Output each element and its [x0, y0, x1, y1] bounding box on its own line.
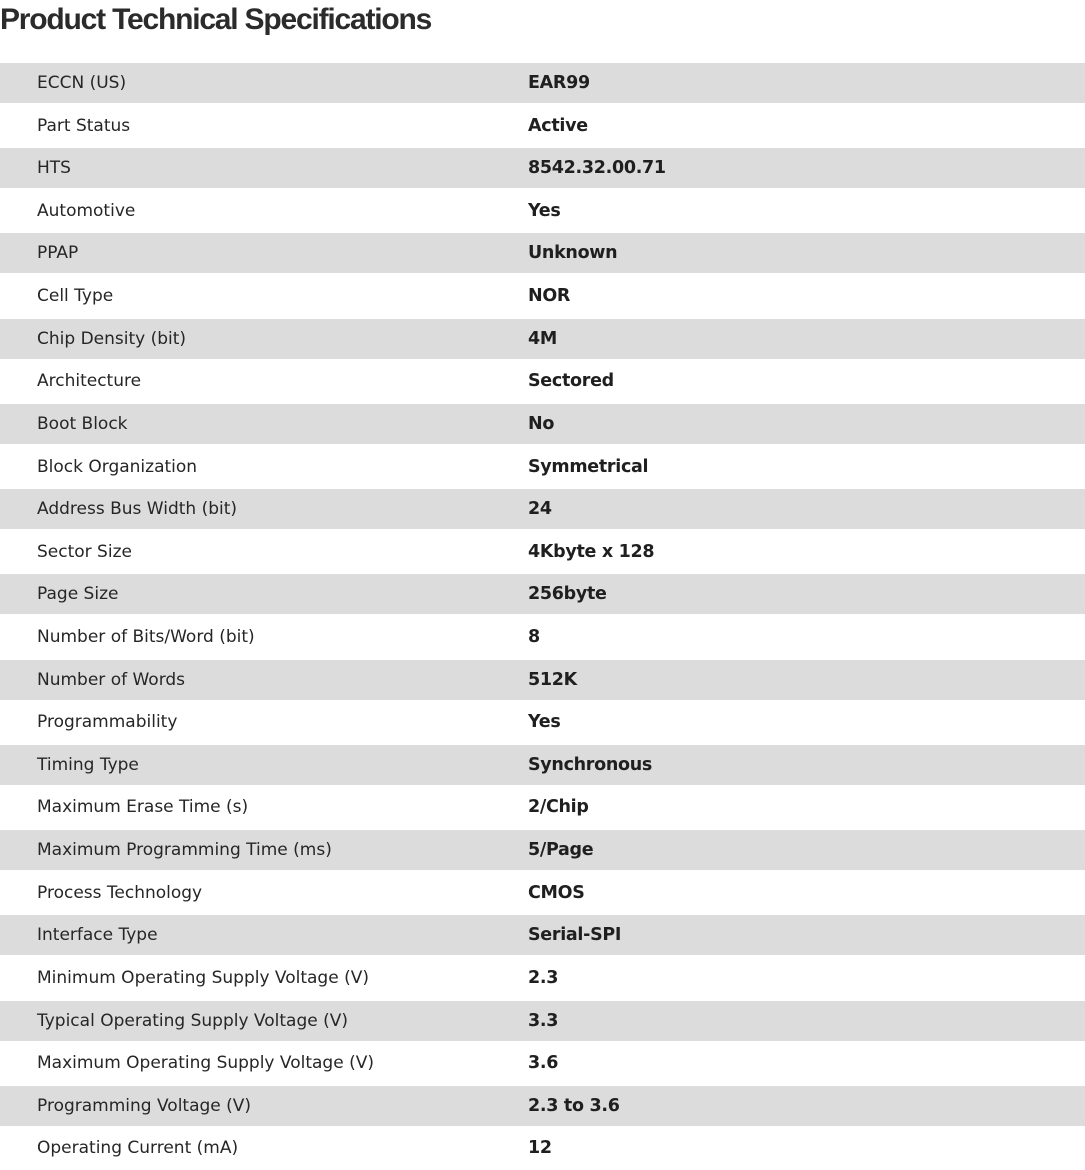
spec-label: Interface Type — [37, 925, 158, 946]
spec-label: HTS — [37, 158, 71, 179]
spec-label: Maximum Erase Time (s) — [37, 797, 249, 818]
spec-label: Cell Type — [37, 286, 114, 307]
spec-row — [0, 445, 1085, 488]
spec-row — [0, 489, 1085, 529]
spec-label: Sector Size — [37, 541, 132, 562]
spec-label: ECCN (US) — [37, 73, 127, 93]
spec-label: Maximum Programming Time (ms) — [37, 840, 332, 861]
spec-label: Page Size — [37, 584, 119, 605]
spec-table — [0, 63, 1085, 1170]
spec-label: Chip Density (bit) — [37, 328, 187, 349]
spec-label: Address Bus Width (bit) — [37, 499, 238, 520]
spec-value: EAR99 — [528, 73, 590, 93]
spec-row — [0, 190, 1085, 233]
spec-value: 3.6 — [528, 1053, 559, 1074]
spec-value: NOR — [528, 286, 571, 307]
spec-value: Unknown — [528, 243, 618, 264]
spec-row — [0, 574, 1085, 614]
spec-value: 2.3 to 3.6 — [528, 1095, 620, 1116]
spec-row — [0, 871, 1085, 914]
spec-row — [0, 1001, 1085, 1041]
spec-row — [0, 745, 1085, 785]
spec-value: 5/Page — [528, 840, 594, 861]
spec-value: Yes — [528, 712, 561, 733]
spec-row — [0, 104, 1085, 147]
spec-row — [0, 1042, 1085, 1085]
spec-value: 4M — [528, 328, 557, 349]
spec-value: Serial-SPI — [528, 925, 622, 946]
spec-row — [0, 786, 1085, 829]
spec-value: Active — [528, 115, 588, 136]
spec-row — [0, 830, 1085, 870]
spec-row — [0, 660, 1085, 700]
spec-value: Symmetrical — [528, 456, 649, 477]
spec-label: Block Organization — [37, 456, 198, 477]
spec-label: Timing Type — [37, 754, 139, 775]
spec-label: Architecture — [37, 371, 142, 392]
spec-label: Number of Bits/Word (bit) — [37, 627, 255, 648]
spec-value: 12 — [528, 1138, 552, 1159]
spec-label: Boot Block — [37, 413, 128, 434]
spec-label: Part Status — [37, 115, 131, 136]
spec-label: Process Technology — [37, 882, 203, 903]
spec-row — [0, 530, 1085, 573]
spec-value: 512K — [528, 669, 577, 690]
spec-value: 256byte — [528, 584, 607, 605]
spec-label: Operating Current (mA) — [37, 1138, 239, 1159]
spec-row — [0, 1127, 1085, 1170]
spec-row — [0, 233, 1085, 273]
spec-row — [0, 404, 1085, 444]
spec-value: 3.3 — [528, 1010, 559, 1031]
page-title: Product Technical Specifications — [0, 3, 432, 36]
spec-label: Typical Operating Supply Voltage (V) — [37, 1010, 348, 1031]
spec-row — [0, 957, 1085, 1000]
spec-row — [0, 319, 1085, 359]
spec-value: 2/Chip — [528, 797, 589, 818]
spec-value: 24 — [528, 499, 552, 520]
spec-value: Yes — [528, 200, 561, 221]
spec-value: 8 — [528, 627, 540, 648]
spec-row — [0, 275, 1085, 318]
spec-label: Programmability — [37, 712, 178, 733]
spec-label: Maximum Operating Supply Voltage (V) — [37, 1053, 374, 1074]
spec-value: 2.3 — [528, 967, 559, 988]
spec-label: Minimum Operating Supply Voltage (V) — [37, 967, 369, 988]
spec-value: 4Kbyte x 128 — [528, 541, 655, 562]
spec-value: No — [528, 413, 555, 434]
spec-row — [0, 148, 1085, 188]
spec-row — [0, 63, 1085, 103]
spec-value: CMOS — [528, 882, 585, 903]
spec-value: Sectored — [528, 371, 614, 392]
spec-row — [0, 1086, 1085, 1126]
spec-value: Synchronous — [528, 754, 653, 775]
spec-label: PPAP — [37, 243, 79, 264]
spec-label: Number of Words — [37, 669, 186, 690]
spec-value: 8542.32.00.71 — [528, 158, 666, 179]
spec-label: Programming Voltage (V) — [37, 1095, 252, 1116]
spec-row — [0, 915, 1085, 955]
spec-label: Automotive — [37, 200, 136, 221]
spec-row — [0, 360, 1085, 403]
spec-row — [0, 616, 1085, 659]
spec-row — [0, 701, 1085, 744]
